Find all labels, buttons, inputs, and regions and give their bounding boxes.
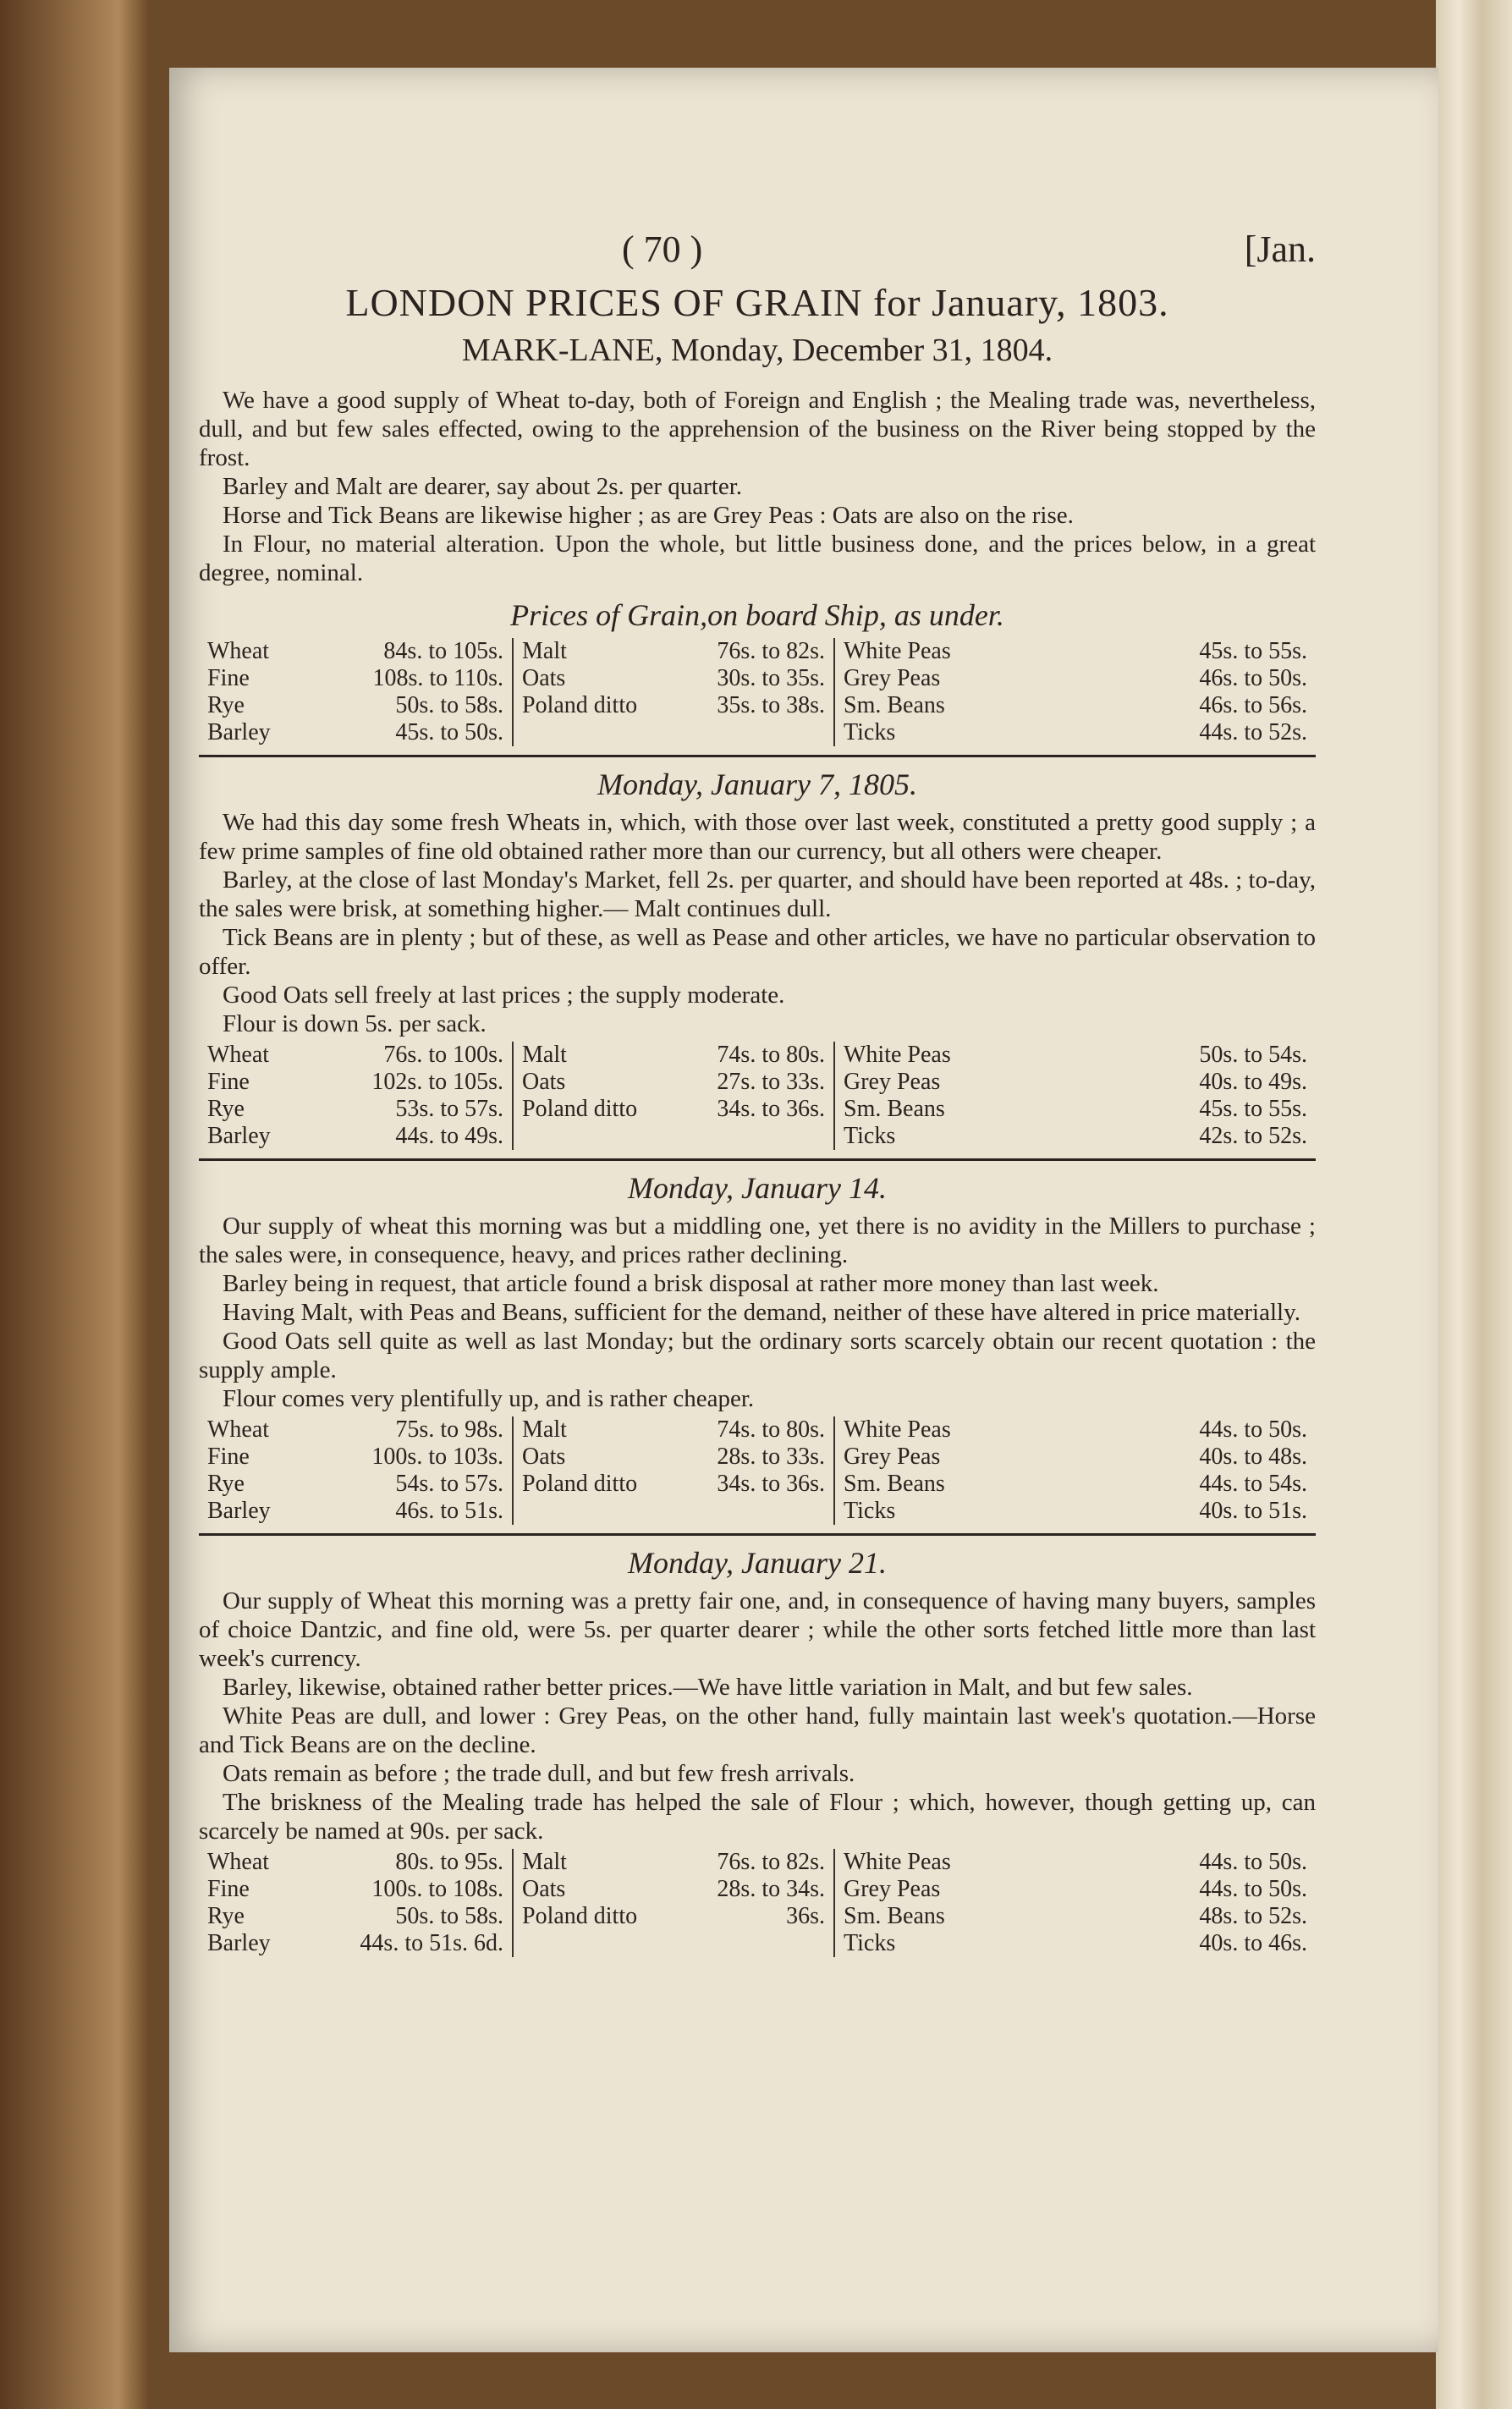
grain-name: White Peas [844,638,951,664]
grain-price: 28s. to 34s. [717,1876,825,1902]
grain-name: Poland ditto [522,1903,638,1929]
price-column [512,1849,833,1957]
price-column [199,1416,512,1525]
grain-price-table [199,1416,1316,1525]
price-column [199,638,512,746]
grain-name: Poland ditto [522,692,638,718]
report-paragraph: Horse and Tick Beans are likewise higher ; as are Grey Peas : Oats are also on the rise. [223,502,1074,529]
grain-price: 75s. to 98s. [395,1416,503,1443]
grain-name: Malt [522,1042,567,1068]
grain-price: 76s. to 100s. [383,1042,503,1068]
report-paragraph: Good Oats sell quite as well as last Monday; but the ordinary sorts scarcely obtain our recent quotation : the supply ample. [199,1328,1316,1383]
report-section [199,1533,1316,1957]
grain-price: 45s. to 55s. [1199,638,1307,664]
price-column [833,1849,1316,1957]
grain-price: 50s. to 54s. [1199,1042,1307,1068]
report-paragraph: In Flour, no material alteration. Upon the whole, but little business done, and the prices below, in a great degree, nominal. [199,531,1316,586]
grain-price-table [199,1042,1316,1150]
report-paragraph: Flour is down 5s. per sack. [223,1010,487,1037]
grain-name: Malt [522,1849,567,1875]
price-row [522,692,825,719]
grain-price: 40s. to 46s. [1199,1930,1307,1956]
report-paragraph: Oats remain as before ; the trade dull, and but few fresh arrivals. [223,1760,855,1787]
report-section [199,755,1316,1150]
grain-price: 46s. to 51s. [395,1498,503,1524]
report-paragraph: We had this day some fresh Wheats in, which, with those over last week, constituted a pretty good supply ; a few prime samples of fine old obtained rather more than our currency, but all others were cheaper. [199,809,1316,865]
grain-price: 45s. to 55s. [1199,1096,1307,1122]
grain-price: 76s. to 82s. [717,1849,825,1875]
grain-price: 100s. to 108s. [371,1876,503,1902]
price-row [844,1416,1307,1444]
price-row [522,1849,825,1876]
grain-name: Fine [207,1444,250,1470]
price-row [207,1930,503,1957]
grain-price: 28s. to 33s. [717,1444,825,1470]
grain-price: 44s. to 54s. [1199,1471,1307,1497]
report-paragraph: We have a good supply of Wheat to-day, both of Foreign and English ; the Mealing trade was, nevertheless, dull, and but few sales effected, owing to the apprehension of the business on the River being stopped by the frost. [199,387,1316,471]
price-row [522,1876,825,1903]
report-paragraph: Barley, at the close of last Monday's Market, fell 2s. per quarter, and should have been reported at 48s. ; to-day, the sales were brisk, at something higher.— Malt continues dull. [199,866,1316,922]
price-row [207,1498,503,1525]
price-column [199,1042,512,1150]
price-row [207,1069,503,1096]
price-row [522,665,825,692]
grain-price-table [199,638,1316,746]
price-row [207,638,503,665]
grain-name: Rye [207,692,245,718]
report-paragraph: Barley and Malt are dearer, say about 2s. per quarter. [223,473,743,500]
price-row [844,692,1307,719]
grain-price: 54s. to 57s. [395,1471,503,1497]
grain-name: Grey Peas [844,1876,941,1902]
price-row [844,1042,1307,1069]
price-row [844,638,1307,665]
grain-name: Fine [207,665,250,691]
grain-name: Wheat [207,1042,270,1068]
grain-name: Grey Peas [844,665,941,691]
price-column [833,638,1316,746]
price-row [522,1042,825,1069]
grain-price: 102s. to 105s. [371,1069,503,1095]
grain-price: 50s. to 58s. [395,692,503,718]
report-sections [199,386,1316,1957]
grain-name: Oats [522,665,566,691]
page-edges-right [1436,0,1512,2409]
section-divider [199,1158,1316,1161]
grain-price: 44s. to 50s. [1199,1876,1307,1902]
price-row [844,1930,1307,1957]
table-heading: Prices of Grain,on board Ship, as under. [510,598,1004,632]
price-row [844,1444,1307,1471]
page-number: ( 70 ) [622,228,703,270]
grain-price: 44s. to 50s. [1199,1849,1307,1875]
grain-price: 35s. to 38s. [717,692,825,718]
grain-price: 34s. to 36s. [717,1096,825,1122]
price-row [207,1416,503,1444]
grain-price: 45s. to 50s. [395,719,503,745]
report-paragraph: Tick Beans are in plenty ; but of these, as well as Pease and other articles, we have no particular observation to offer. [199,924,1316,980]
grain-name: White Peas [844,1416,951,1443]
grain-name: White Peas [844,1042,951,1068]
page-content [199,161,1316,1962]
grain-name: Barley [207,1123,271,1149]
report-section [199,1158,1316,1525]
price-row [207,1042,503,1069]
price-column [833,1416,1316,1525]
grain-name: Oats [522,1444,566,1470]
grain-price: 44s. to 51s. 6d. [360,1930,503,1956]
price-column [199,1849,512,1957]
grain-price: 42s. to 52s. [1199,1123,1307,1149]
grain-name: Wheat [207,1416,270,1443]
price-row [207,1123,503,1150]
price-column [512,1042,833,1150]
grain-name: Malt [522,1416,567,1443]
grain-name: Wheat [207,1849,270,1875]
section-divider [199,755,1316,757]
report-paragraph: Barley being in request, that article found a brisk disposal at rather more money than last week. [223,1270,1159,1297]
grain-price: 44s. to 52s. [1199,719,1307,745]
grain-name: Fine [207,1876,250,1902]
running-header [199,228,1316,271]
report-paragraph: The briskness of the Mealing trade has helped the sale of Flour ; which, however, though getting up, can scarcely be named at 90s. per sack. [199,1789,1316,1845]
page-subtitle: MARK-LANE, Monday, December 31, 1804. [461,333,1053,368]
grain-price: 53s. to 57s. [395,1096,503,1122]
grain-name: Rye [207,1096,245,1122]
grain-price: 44s. to 49s. [395,1123,503,1149]
report-paragraph: Flour comes very plentifully up, and is rather cheaper. [223,1385,755,1412]
price-row [844,1876,1307,1903]
section-divider [199,1533,1316,1536]
report-paragraph: White Peas are dull, and lower : Grey Peas, on the other hand, fully maintain last week's quotation.—Horse and Tick Beans are on the decline. [199,1702,1316,1758]
grain-name: Grey Peas [844,1069,941,1095]
grain-name: Ticks [844,1498,896,1524]
grain-name: Sm. Beans [844,1903,945,1929]
grain-name: Barley [207,719,271,745]
grain-price: 84s. to 105s. [383,638,503,664]
report-paragraph: Our supply of Wheat this morning was a pretty fair one, and, in consequence of having many buyers, samples of choice Dantzic, and fine old, were 5s. per quarter dearer ; while the other sorts fetched little more than last week's currency. [199,1587,1316,1672]
price-row [522,1416,825,1444]
grain-name: Ticks [844,1123,896,1149]
price-row [207,1096,503,1123]
grain-price: 100s. to 103s. [371,1444,503,1470]
price-row [207,1471,503,1498]
grain-price: 40s. to 48s. [1199,1444,1307,1470]
grain-name: Barley [207,1498,271,1524]
price-row [207,692,503,719]
grain-price: 48s. to 52s. [1199,1903,1307,1929]
price-row [844,1471,1307,1498]
grain-price: 108s. to 110s. [372,665,503,691]
grain-name: Ticks [844,719,896,745]
price-row [844,719,1307,746]
report-section [199,386,1316,746]
month-mark: [Jan. [1244,228,1316,270]
price-row [844,1123,1307,1150]
price-column [512,1416,833,1525]
grain-name: Wheat [207,638,270,664]
grain-price: 36s. [786,1903,825,1929]
price-row [522,1069,825,1096]
grain-price: 76s. to 82s. [717,638,825,664]
grain-name: White Peas [844,1849,951,1875]
grain-name: Oats [522,1876,566,1902]
price-row [207,1849,503,1876]
grain-price: 40s. to 49s. [1199,1069,1307,1095]
grain-price: 34s. to 36s. [717,1471,825,1497]
grain-price: 44s. to 50s. [1199,1416,1307,1443]
price-row [844,1903,1307,1930]
grain-name: Fine [207,1069,250,1095]
price-row [207,665,503,692]
price-column [833,1042,1316,1150]
price-row [522,638,825,665]
page-title: LONDON PRICES OF GRAIN for January, 1803. [345,281,1169,324]
price-row [207,1876,503,1903]
grain-name: Poland ditto [522,1471,638,1497]
grain-name: Rye [207,1471,245,1497]
grain-price: 40s. to 51s. [1199,1498,1307,1524]
grain-price: 74s. to 80s. [717,1416,825,1443]
grain-price-table [199,1849,1316,1957]
grain-price: 46s. to 50s. [1199,665,1307,691]
price-row [522,1096,825,1123]
grain-name: Poland ditto [522,1096,638,1122]
price-row [207,1444,503,1471]
grain-name: Sm. Beans [844,692,945,718]
grain-name: Malt [522,638,567,664]
grain-price: 30s. to 35s. [717,665,825,691]
price-row [844,1069,1307,1096]
grain-name: Ticks [844,1930,896,1956]
grain-name: Oats [522,1069,566,1095]
report-paragraph: Barley, likewise, obtained rather better prices.—We have little variation in Malt, and but few sales. [223,1674,1193,1701]
grain-name: Barley [207,1930,271,1956]
grain-name: Sm. Beans [844,1471,945,1497]
book-cover-left [0,0,148,2409]
price-row [207,719,503,746]
report-paragraph: Having Malt, with Peas and Beans, sufficient for the demand, neither of these have altered in price materially. [223,1299,1300,1326]
grain-price: 74s. to 80s. [717,1042,825,1068]
price-row [207,1903,503,1930]
grain-price: 50s. to 58s. [395,1903,503,1929]
grain-price: 27s. to 33s. [717,1069,825,1095]
price-row [522,1471,825,1498]
report-paragraph: Our supply of wheat this morning was but a middling one, yet there is no avidity in the Millers to purchase ; the sales were, in consequence, heavy, and prices rather declining. [199,1213,1316,1268]
price-row [522,1903,825,1930]
price-row [844,1096,1307,1123]
report-paragraph: Good Oats sell freely at last prices ; the supply moderate. [223,982,785,1009]
grain-price: 46s. to 56s. [1199,692,1307,718]
section-heading: Monday, January 7, 1805. [597,767,917,801]
grain-price: 80s. to 95s. [395,1849,503,1875]
grain-name: Rye [207,1903,245,1929]
grain-name: Grey Peas [844,1444,941,1470]
section-heading: Monday, January 21. [628,1546,887,1580]
section-heading: Monday, January 14. [628,1171,887,1205]
price-column [512,638,833,746]
price-row [844,1498,1307,1525]
price-row [844,665,1307,692]
price-row [522,1444,825,1471]
price-row [844,1849,1307,1876]
grain-name: Sm. Beans [844,1096,945,1122]
